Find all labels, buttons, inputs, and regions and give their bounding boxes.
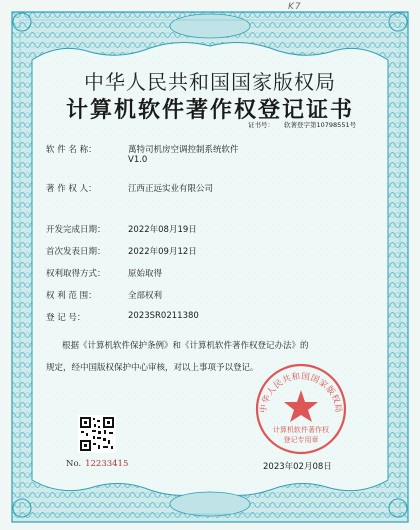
certificate-title: 计算机软件著作权登记证书 xyxy=(65,98,354,123)
publication-date-value: 2022年09月12日 xyxy=(128,247,197,257)
software-name-label: 软 件 名 称： xyxy=(46,145,97,155)
issue-date: 2023年02月08日 xyxy=(263,462,332,472)
qr-code-icon xyxy=(78,415,116,453)
star-icon xyxy=(284,390,318,422)
acquisition-method-label: 权利取得方式： xyxy=(46,269,106,279)
issuer-title: 中华人民共和国国家版权局 xyxy=(84,70,336,94)
legal-paragraph-line2: 规定，经中国版权保护中心审核，对以上事项予以登记。 xyxy=(46,363,259,373)
seal-center-line2: 登记专用章 xyxy=(283,436,319,444)
completion-date-label: 开发完成日期： xyxy=(46,225,106,235)
seal-center-line1: 计算机软件著作权 xyxy=(273,426,329,434)
copyright-owner-label: 著 作 权 人： xyxy=(46,184,97,194)
certificate-number-label: 证书号： xyxy=(248,121,274,129)
legal-paragraph-line1: 根据《计算机软件保护条例》和《计算机软件著作权登记办法》的 xyxy=(62,341,309,351)
completion-date-value: 2022年08月19日 xyxy=(128,225,197,235)
serial-number xyxy=(66,459,128,469)
acquisition-method-value: 原始取得 xyxy=(128,269,163,279)
serial-number-value: 12233415 xyxy=(85,459,129,469)
rights-scope-value: 全部权利 xyxy=(128,291,163,301)
registration-number-value: 2023SR0211380 xyxy=(128,311,199,321)
official-seal xyxy=(252,360,350,458)
handwritten-note: K7 xyxy=(288,2,302,12)
software-name-value: 萬特司机房空调控制系统软件 xyxy=(128,145,239,155)
publication-date-label: 首次发表日期： xyxy=(46,247,106,257)
serial-prefix: No. xyxy=(66,459,82,469)
certificate-number-value: 软著登字第10798551号 xyxy=(284,121,357,129)
rights-scope-label: 权 利 范 围： xyxy=(46,291,97,301)
copyright-owner-value: 江西正远实业有限公司 xyxy=(128,184,214,194)
registration-number-label: 登 记 号： xyxy=(46,313,86,323)
seal-arc-text: 中华人民共和国国家版权局 xyxy=(258,371,344,414)
certificate-number xyxy=(248,120,356,129)
software-version-value: V1.0 xyxy=(128,155,148,165)
